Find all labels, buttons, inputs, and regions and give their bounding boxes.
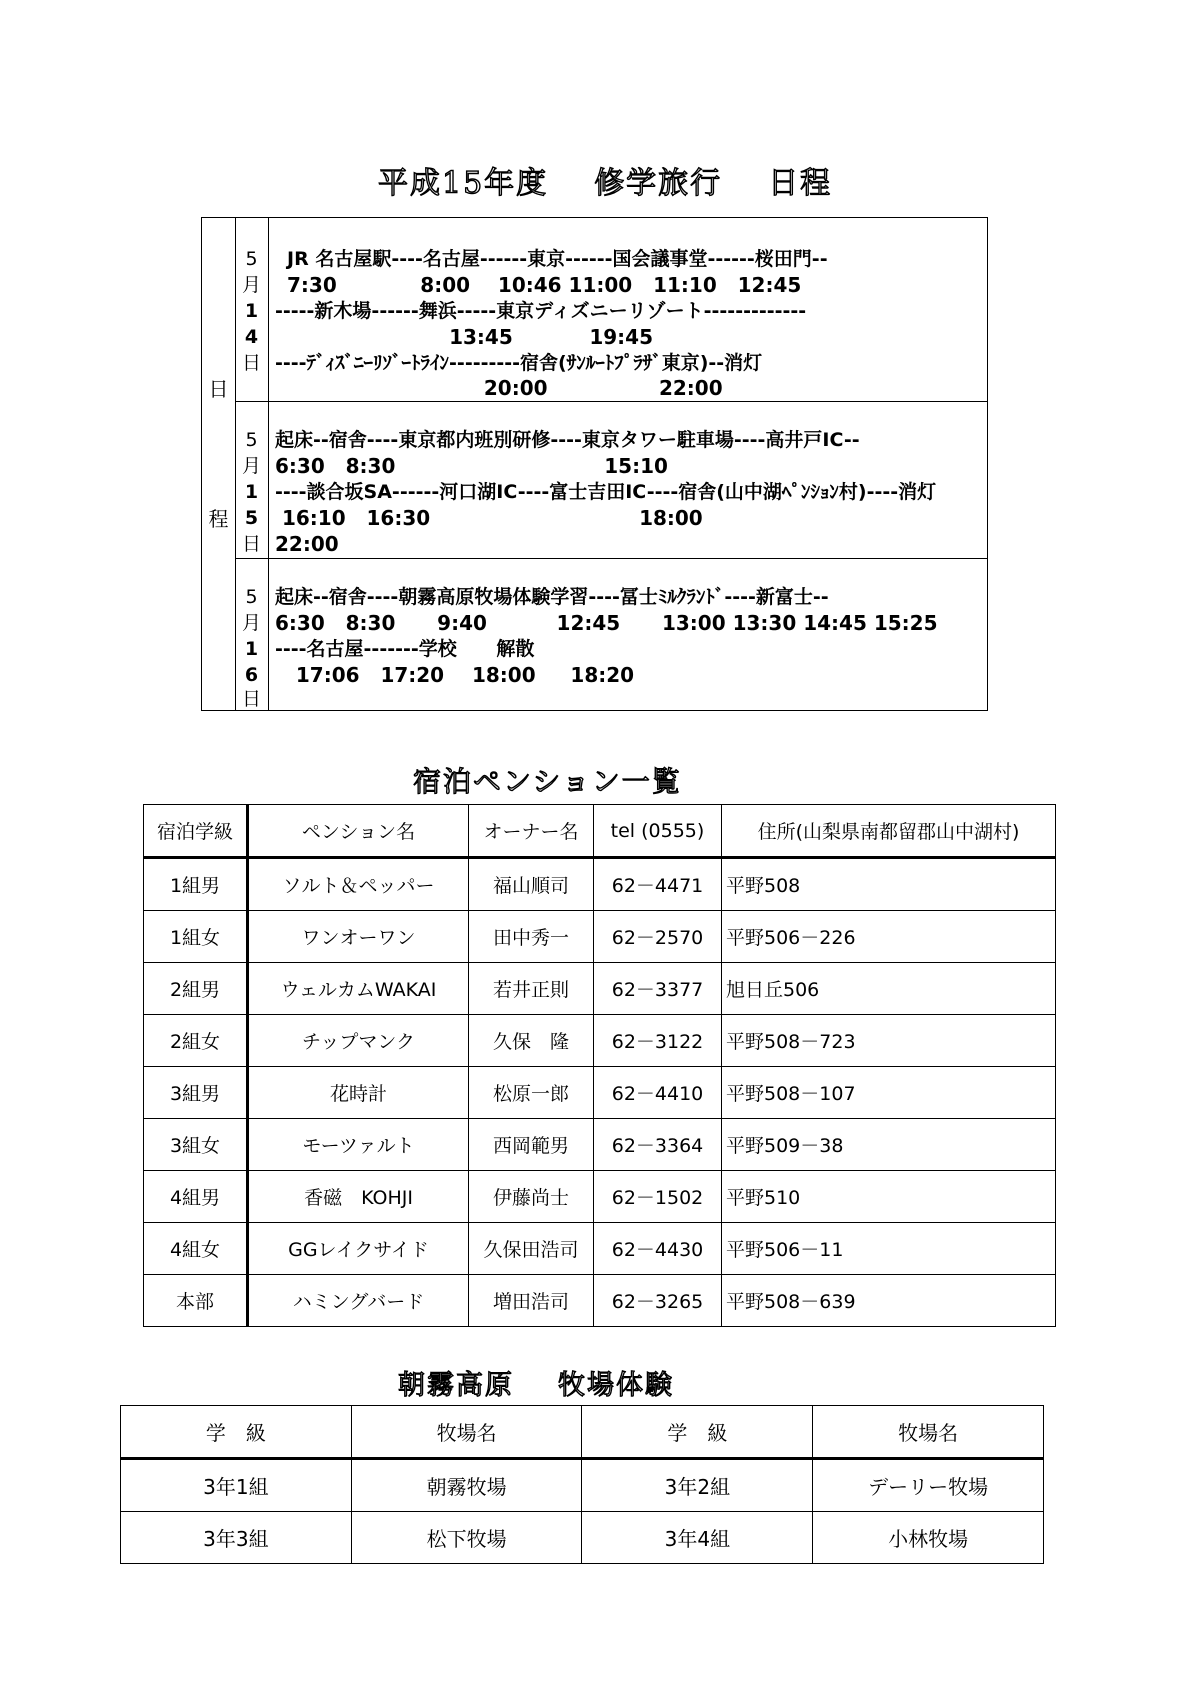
schedule-label-char: 日 [208, 377, 229, 401]
cell-address: 平野508－107 [722, 1067, 1056, 1119]
schedule-label-char: 程 [208, 507, 229, 531]
schedule-time-line: 20:00 22:00 [275, 376, 723, 400]
cell-address: 平野508－639 [722, 1275, 1056, 1327]
title-schedule: 日程 [768, 166, 833, 201]
schedule-time-line: 17:06 17:20 18:00 18:20 [275, 663, 635, 687]
header-class: 学 級 [121, 1406, 352, 1459]
ranch-title-place: 朝霧高原 [398, 1370, 514, 1401]
cell-class: 1組女 [144, 911, 248, 963]
date-char: 月 [241, 455, 261, 477]
header-ranch-name: 牧場名 [813, 1406, 1044, 1459]
cell-ranch-name: 松下牧場 [351, 1512, 582, 1564]
header-ranch-name: 牧場名 [351, 1406, 582, 1459]
schedule-line: 起床--宿舎----朝霧高原牧場体験学習----冨士ﾐﾙｸﾗﾝﾄﾞ----新富士-- [275, 586, 829, 608]
cell-address: 平野510 [722, 1171, 1056, 1223]
date-char: 月 [241, 612, 261, 634]
header-address: 住所(山梨県南都留郡山中湖村) [722, 805, 1056, 858]
header-owner: オーナー名 [469, 805, 594, 858]
cell-class: 2組女 [144, 1015, 248, 1067]
cell-pension-name: ワンオーワン [248, 911, 469, 963]
ranch-title-activity: 牧場体験 [558, 1370, 674, 1401]
table-header-row [121, 1406, 1044, 1459]
cell-owner: 若井正則 [469, 963, 594, 1015]
cell-owner: 伊藤尚士 [469, 1171, 594, 1223]
cell-tel: 62－3364 [594, 1119, 722, 1171]
schedule-time-line: 22:00 [275, 532, 339, 556]
cell-pension-name: モーツァルト [248, 1119, 469, 1171]
title-trip: 修学旅行 [594, 166, 723, 201]
table-row [121, 1512, 1044, 1564]
date-char: 日 [241, 533, 261, 555]
schedule-time-line: 13:45 19:45 [275, 325, 653, 349]
date-column [235, 558, 269, 710]
date-char: 日 [241, 688, 261, 710]
cell-class: 3年4組 [582, 1512, 813, 1564]
cell-pension-name: GGレイクサイド [248, 1223, 469, 1275]
cell-class: 本部 [144, 1275, 248, 1327]
cell-class: 2組男 [144, 963, 248, 1015]
cell-tel: 62－1502 [594, 1171, 722, 1223]
cell-class: 4組女 [144, 1223, 248, 1275]
cell-owner: 田中秀一 [469, 911, 594, 963]
cell-class: 3組女 [144, 1119, 248, 1171]
schedule-line: ----ﾃﾞｨｽﾞﾆｰﾘｿﾞｰﾄﾗｲﾝ---------宿舎(ｻﾝﾙｰﾄﾌﾟﾗｻﾞ東京)--消灯 [275, 352, 763, 374]
cell-pension-name: 香磁 KOHJI [248, 1171, 469, 1223]
schedule-line: ----談合坂SA------河口湖IC----富士吉田IC----宿舎(山中湖ﾍﾟﾝｼｮﾝ村)----消灯 [275, 481, 937, 503]
cell-tel: 62－4410 [594, 1067, 722, 1119]
date-char: 1 [244, 638, 259, 660]
title-year: 平成15年度 [378, 166, 549, 201]
date-char: 5 [245, 586, 258, 608]
schedule-table [201, 217, 988, 711]
cell-address: 平野506－226 [722, 911, 1056, 963]
cell-address: 平野509－38 [722, 1119, 1056, 1171]
cell-tel: 62－2570 [594, 911, 722, 963]
cell-owner: 西岡範男 [469, 1119, 594, 1171]
date-char: 月 [241, 274, 261, 296]
cell-class: 4組男 [144, 1171, 248, 1223]
table-row [144, 1015, 1056, 1067]
table-row [144, 1171, 1056, 1223]
cell-pension-name: ウェルカムWAKAI [248, 963, 469, 1015]
cell-address: 平野506－11 [722, 1223, 1056, 1275]
ranch-experience-title [398, 1363, 674, 1402]
header-pension-name: ペンション名 [248, 805, 469, 858]
cell-pension-name: チップマンク [248, 1015, 469, 1067]
header-class: 学 級 [582, 1406, 813, 1459]
schedule-time-line: 16:10 16:30 18:00 [275, 506, 703, 530]
schedule-label-column [202, 218, 236, 710]
cell-class: 3年1組 [121, 1459, 352, 1512]
page-title [378, 158, 832, 202]
schedule-day [235, 401, 987, 559]
table-row [144, 1119, 1056, 1171]
schedule-time-line: 7:30 8:00 10:46 11:00 11:10 12:45 [287, 273, 802, 297]
schedule-time-line: 6:30 8:30 9:40 12:45 13:00 13:30 14:45 15:25 [275, 611, 938, 635]
cell-owner: 福山順司 [469, 858, 594, 911]
schedule-line: JR 名古屋駅----名古屋------東京------国会議事堂------桜田門-- [287, 248, 828, 270]
table-row [121, 1459, 1044, 1512]
header-tel: tel (0555) [594, 805, 722, 858]
date-char: 1 [244, 481, 259, 503]
pension-table [143, 804, 1056, 1327]
table-row [144, 858, 1056, 911]
date-char: 5 [245, 429, 258, 451]
date-char: 4 [244, 326, 259, 348]
pension-list-title: 宿泊ペンション一覧 [413, 765, 682, 798]
date-char: 5 [244, 507, 259, 529]
table-row [144, 1223, 1056, 1275]
table-row [144, 1067, 1056, 1119]
cell-pension-name: ハミングバード [248, 1275, 469, 1327]
cell-tel: 62－3265 [594, 1275, 722, 1327]
cell-pension-name: 花時計 [248, 1067, 469, 1119]
cell-tel: 62－4471 [594, 858, 722, 911]
schedule-line: 起床--宿舎----東京都内班別研修----東京タワー駐車場----高井戸IC-- [275, 429, 860, 451]
schedule-time-line: 6:30 8:30 15:10 [275, 454, 668, 478]
cell-class: 3年2組 [582, 1459, 813, 1512]
cell-address: 平野508 [722, 858, 1056, 911]
cell-class: 1組男 [144, 858, 248, 911]
table-header-row [144, 805, 1056, 858]
cell-class: 3年3組 [121, 1512, 352, 1564]
cell-pension-name: ソルト＆ペッパー [248, 858, 469, 911]
table-row [144, 911, 1056, 963]
date-column [235, 218, 269, 401]
date-column [235, 401, 269, 558]
cell-owner: 増田浩司 [469, 1275, 594, 1327]
cell-ranch-name: 小林牧場 [813, 1512, 1044, 1564]
table-row [144, 1275, 1056, 1327]
table-row [144, 963, 1056, 1015]
cell-owner: 久保 隆 [469, 1015, 594, 1067]
date-char: 5 [245, 248, 258, 270]
cell-owner: 久保田浩司 [469, 1223, 594, 1275]
schedule-line: -----新木場------舞浜-----東京ディズニーリゾート------------- [275, 300, 807, 322]
cell-tel: 62－3122 [594, 1015, 722, 1067]
cell-class: 3組男 [144, 1067, 248, 1119]
cell-address: 旭日丘506 [722, 963, 1056, 1015]
cell-ranch-name: 朝霧牧場 [351, 1459, 582, 1512]
header-class: 宿泊学級 [144, 805, 248, 858]
date-char: 1 [244, 300, 259, 322]
schedule-line: ----名古屋-------学校 解散 [275, 638, 535, 660]
cell-tel: 62－4430 [594, 1223, 722, 1275]
ranch-table [120, 1405, 1044, 1564]
date-char: 6 [244, 664, 259, 686]
cell-ranch-name: デーリー牧場 [813, 1459, 1044, 1512]
cell-tel: 62－3377 [594, 963, 722, 1015]
cell-address: 平野508－723 [722, 1015, 1056, 1067]
schedule-day [235, 218, 987, 402]
date-char: 日 [241, 352, 261, 374]
cell-owner: 松原一郎 [469, 1067, 594, 1119]
schedule-day [235, 558, 987, 710]
